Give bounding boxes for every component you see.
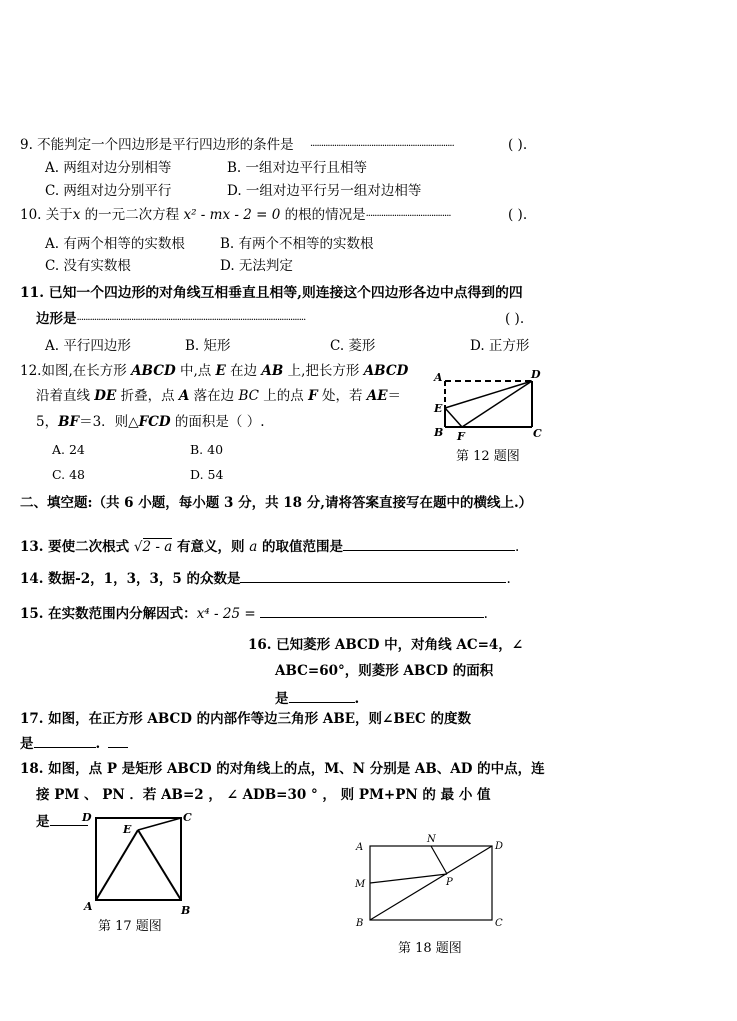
q11-leader: ········································································································· <box>76 315 306 326</box>
q12-fig-label-f: F <box>457 430 465 443</box>
q18-fig-diagonal-bd <box>370 846 492 920</box>
section2-heading: 二、填空题:（共 6 小题，每小题 3 分，共 18 分,请将答案直接写在题中的横线上.） <box>20 495 533 511</box>
q18-fig-label-b: B <box>356 918 364 929</box>
q18-figure <box>350 830 520 930</box>
q12-stem-line1 <box>20 362 408 380</box>
q17-line2 <box>20 733 128 753</box>
q10-stem-mid: 的一元二次方程 <box>80 207 184 223</box>
q12-l1c: 中,点 <box>175 363 216 379</box>
q13-var: a <box>249 539 258 555</box>
q12-l1h: ABCD <box>363 363 409 379</box>
q12-l2b: DE <box>94 388 117 404</box>
q11-answer-paren: ( ). <box>505 311 525 327</box>
q14-end: . <box>506 571 511 587</box>
q15-answer-blank[interactable] <box>260 603 484 618</box>
q13-end: . <box>514 539 520 555</box>
q15-line <box>20 603 488 623</box>
q12-option-a: A. 24 <box>52 442 85 457</box>
q12-option-c: C. 48 <box>52 467 85 482</box>
q13-mid: 有意义，则 <box>172 539 250 555</box>
q12-l1f: AB <box>261 363 284 379</box>
q17-extra-blank <box>108 733 128 748</box>
q17-line2-text: 是 <box>20 736 34 752</box>
q17-figure <box>80 808 200 916</box>
q12-fig-line-de <box>445 381 532 408</box>
q11-stem-line2-text: 边形是 <box>36 311 77 327</box>
q16-line2: ABC=60°，则菱形 ABCD 的面积 <box>275 663 494 679</box>
q12-l1g: 上,把长方形 <box>283 363 364 379</box>
q17-line1: 17. 如图，在正方形 ABCD 的内部作等边三角形 ABE，则∠BEC 的度数 <box>20 711 472 727</box>
q17-figure-caption: 第 17 题图 <box>98 919 162 934</box>
q12-l2c: 折叠，点 <box>116 388 179 404</box>
q12-l2a: 沿着直线 <box>36 388 95 404</box>
q10-stem-post: 的根的情况是 <box>280 207 366 223</box>
q9-leader: ·································································· <box>309 141 454 152</box>
q17-fig-line-be <box>138 830 181 900</box>
q10-var-x: x <box>72 207 81 223</box>
q16-line1: 16. 已知菱形 ABCD 中，对角线 AC=4，∠ <box>248 637 524 653</box>
q12-stem-line3 <box>36 413 265 431</box>
q10-option-c: C. 没有实数根 <box>45 258 131 274</box>
q16-end: . <box>354 691 360 707</box>
q11-option-b: B. 矩形 <box>185 338 231 354</box>
q12-l2k: ＝ <box>387 388 402 404</box>
q14-line <box>20 568 511 588</box>
q10-stem-pre: 10. 关于 <box>20 207 73 223</box>
q12-l2j: AE <box>366 388 388 404</box>
q9-stem-text: 9. 不能判定一个四边形是平行四边形的条件是 <box>20 137 294 153</box>
q14-answer-blank[interactable] <box>240 568 506 583</box>
q12-l3e: 的面积是（ ）. <box>170 414 265 430</box>
q9-stem <box>20 136 454 156</box>
q17-fig-label-b: B <box>181 904 191 916</box>
q13-sqrt: √2 - a <box>133 539 173 555</box>
q12-l2e: 落在边 <box>189 388 239 404</box>
q18-fig-label-m: M <box>355 879 366 890</box>
q10-option-d: D. 无法判定 <box>220 258 293 274</box>
q18-fig-label-n: N <box>427 834 436 845</box>
q12-l3b: BF <box>58 414 80 430</box>
q11-option-c: C. 菱形 <box>330 338 376 354</box>
q12-option-b: B. 40 <box>190 442 224 457</box>
q10-stem <box>20 206 451 226</box>
q12-l1a: 12.如图,在长方形 <box>20 363 132 379</box>
q11-option-a: A. 平行四边形 <box>45 338 131 354</box>
q16-line3-text: 是 <box>275 691 289 707</box>
q15-text: 15. 在实数范围内分解因式： <box>20 606 197 622</box>
q17-fig-line-ae <box>96 830 138 900</box>
q12-l2d: A <box>178 388 190 404</box>
q16-answer-blank[interactable] <box>289 688 355 703</box>
q9-option-a: A. 两组对边分别相等 <box>45 160 172 176</box>
q18-fig-label-p: P <box>446 877 453 888</box>
q12-l1d: E <box>215 363 226 379</box>
q18-fig-line-pn <box>431 846 447 874</box>
q18-line3-text: 是 <box>36 814 50 830</box>
q18-fig-label-a: A <box>356 842 364 853</box>
q12-l2g: 上的点 <box>258 388 309 404</box>
q15-expr: x⁴ - 25 = <box>196 606 256 622</box>
q12-l1b: ABCD <box>131 363 176 379</box>
q9-option-c: C. 两组对边分别平行 <box>45 183 172 199</box>
q13-line <box>20 536 519 556</box>
q11-option-d: D. 正方形 <box>470 338 530 354</box>
q14-text: 14. 数据-2，1，3，3，5 的众数是 <box>20 571 241 587</box>
q12-fig-label-a: A <box>434 371 443 384</box>
q10-answer-paren: ( ). <box>508 207 528 223</box>
q12-fig-label-d: D <box>531 368 541 381</box>
q12-l1e: 在边 <box>225 363 262 379</box>
q12-l3a: 5， <box>36 414 59 430</box>
q12-fig-label-e: E <box>434 402 443 415</box>
q13-answer-blank[interactable] <box>343 536 515 551</box>
q17-fig-label-c: C <box>183 811 192 824</box>
q10-equation: x² - mx - 2 = 0 <box>183 207 281 223</box>
q12-stem-line2 <box>36 387 401 405</box>
q9-option-d: D. 一组对边平行另一组对边相等 <box>227 183 422 199</box>
q18-fig-label-d: D <box>495 841 504 852</box>
q12-fig-line-fd <box>462 381 532 427</box>
q13-radicand: 2 - a <box>142 539 173 555</box>
q12-figure-caption: 第 12 题图 <box>456 449 520 464</box>
q12-l3d: FCD <box>138 414 171 430</box>
q9-answer-paren: ( ). <box>508 137 528 153</box>
q12-fig-line-ef <box>445 408 462 427</box>
q13-pre: 13. 要使二次根式 <box>20 539 134 555</box>
q10-option-a: A. 有两个相等的实数根 <box>45 236 185 252</box>
q12-fig-label-b: B <box>434 426 444 439</box>
q10-leader: ······································· <box>365 211 451 222</box>
q12-option-d: D. 54 <box>190 467 224 482</box>
q18-line1: 18. 如图，点 P 是矩形 ABCD 的对角线上的点，M、N 分别是 AB、AD 的中点，连 <box>20 761 545 777</box>
q12-l2h: F <box>308 388 318 404</box>
q13-post: 的取值范围是 <box>257 539 343 555</box>
q18-line2: 接 PM 、 PN ．若 AB=2 ， ∠ ADB=30 ° ， 则 PM+PN 的 最 小 值 <box>36 787 491 803</box>
q17-fig-label-e: E <box>123 823 132 836</box>
q16-line3 <box>275 688 359 708</box>
q17-answer-blank[interactable] <box>34 733 96 748</box>
q12-l2f: BC <box>238 388 259 404</box>
q11-stem-line1: 11. 已知一个四边形的对角线互相垂直且相等,则连接这个四边形各边中点得到的四 <box>20 285 523 301</box>
q17-fig-line-ec <box>138 818 181 830</box>
q12-l2i: 处，若 <box>317 388 367 404</box>
q12-l3c: ＝3．则△ <box>79 414 139 430</box>
q17-fig-label-a: A <box>84 900 93 913</box>
q10-option-b: B. 有两个不相等的实数根 <box>220 236 374 252</box>
q12-figure <box>425 365 550 445</box>
q12-fig-label-c: C <box>533 427 542 440</box>
q11-stem-line2 <box>36 310 305 330</box>
q15-end: . <box>483 606 488 622</box>
q18-fig-label-c: C <box>495 918 503 929</box>
q18-fig-line-pm <box>370 874 447 883</box>
q17-fig-label-d: D <box>82 811 92 824</box>
q18-figure-caption: 第 18 题图 <box>398 941 462 956</box>
q17-end: . <box>95 736 101 752</box>
q9-option-b: B. 一组对边平行且相等 <box>227 160 368 176</box>
